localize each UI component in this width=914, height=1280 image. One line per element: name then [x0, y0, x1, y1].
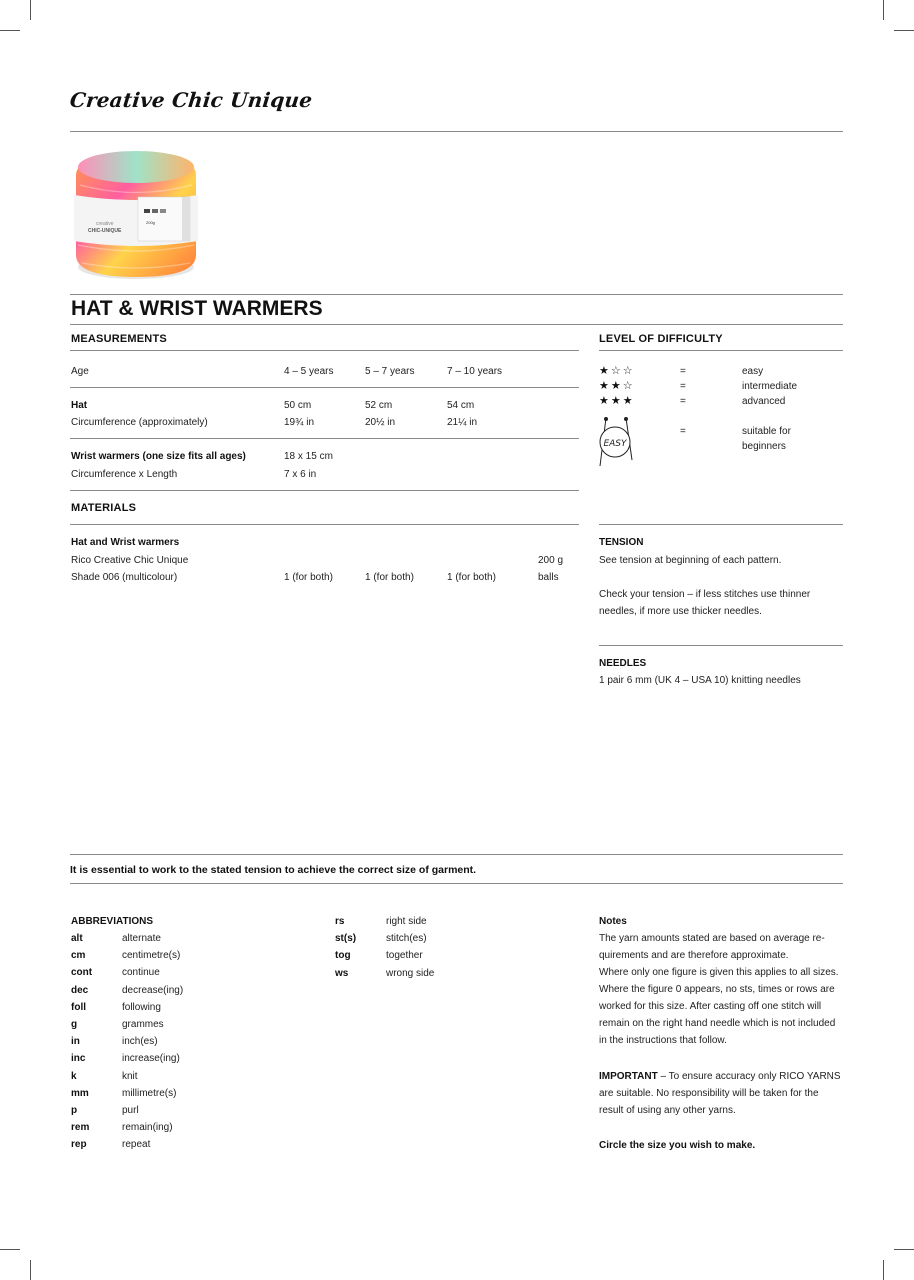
abbreviation-row: [71, 1085, 311, 1102]
abbreviation-meaning: decrease(ing): [122, 984, 184, 996]
abbreviation-row: [335, 947, 575, 964]
divider: [70, 324, 843, 325]
divider: [70, 883, 843, 884]
divider: [70, 387, 579, 388]
divider: [70, 524, 579, 525]
svg-text:200g: 200g: [146, 220, 155, 225]
abbreviation-meaning: grammes: [122, 1018, 164, 1030]
abbreviation-row: [71, 1102, 311, 1119]
tension-heading: TENSION: [599, 537, 644, 548]
abbreviation-meaning: purl: [122, 1104, 139, 1116]
hat-in-2: 20½ in: [365, 417, 396, 428]
crop-mark: [30, 1260, 31, 1280]
hat-in-1: 19¾ in: [284, 417, 315, 428]
size-3: 7 – 10 years: [447, 366, 503, 377]
abbreviation-row: [71, 964, 311, 981]
stars-advanced: ★★★: [599, 395, 635, 407]
abbreviation-row: [71, 947, 311, 964]
abbreviation-row: [71, 930, 311, 947]
divider: [599, 524, 843, 525]
svg-text:CHIC-UNIQUE: CHIC-UNIQUE: [88, 228, 122, 234]
amount-2: 1 (for both): [365, 572, 414, 583]
divider: [599, 350, 843, 351]
divider: [599, 645, 843, 646]
important-line: – To ensure accuracy only RICO YARNS: [660, 1071, 841, 1082]
measurements-heading: MEASUREMENTS: [71, 333, 167, 345]
divider: [70, 438, 579, 439]
abbreviation-meaning: centimetre(s): [122, 950, 181, 962]
hat-cm-3: 54 cm: [447, 400, 475, 411]
notes-line: remain on the right hand needle which is not included: [599, 1018, 836, 1029]
abbreviation-row: [71, 999, 311, 1016]
hat-label: Hat: [71, 400, 88, 411]
circumference-label: Circumference (approximately): [71, 417, 208, 428]
abbreviation-meaning: continue: [122, 967, 160, 979]
abbreviation-row: [71, 1068, 311, 1085]
tension-warning: It is essential to work to the stated tension to achieve the correct size of garment.: [70, 864, 477, 876]
important-line: result of using any other yarns.: [599, 1105, 736, 1116]
crop-mark: [894, 30, 914, 31]
yarn-name: Rico Creative Chic Unique: [71, 555, 189, 566]
shade: Shade 006 (multicolour): [71, 572, 178, 583]
notes-line: quirements and are therefore approximate.: [599, 950, 789, 961]
hat-in-3: 21¼ in: [447, 417, 478, 428]
abbreviation-row: [335, 913, 575, 930]
abbreviation-term: st(s): [335, 933, 357, 945]
abbreviation-term: alt: [71, 933, 83, 944]
easy-desc-1: suitable for: [742, 426, 791, 437]
abbreviation-row: [71, 1033, 311, 1050]
equals: =: [680, 396, 686, 407]
wrist-label: Wrist warmers (one size fits all ages): [71, 451, 246, 462]
divider: [70, 490, 579, 491]
stars-intermediate: ★★☆: [599, 380, 635, 392]
easy-badge-icon: [598, 416, 634, 468]
important-note: [599, 1068, 849, 1119]
important-label: IMPORTANT: [599, 1071, 658, 1082]
notes-line: The yarn amounts stated are based on average re-: [599, 933, 825, 944]
notes-heading: Notes: [599, 916, 627, 927]
difficulty-heading: LEVEL OF DIFFICULTY: [599, 333, 723, 345]
size-1: 4 – 5 years: [284, 366, 334, 377]
abbreviation-meaning: alternate: [122, 933, 161, 944]
amount-unit: balls: [538, 572, 559, 583]
abbreviation-term: foll: [71, 1001, 86, 1013]
level-advanced: advanced: [742, 396, 786, 407]
abbreviation-term: rs: [335, 916, 345, 927]
needles-text: 1 pair 6 mm (UK 4 – USA 10) knitting needles: [599, 675, 801, 686]
divider: [70, 131, 843, 132]
brand-logo: Creative Chic Unique: [68, 88, 314, 112]
crop-mark: [0, 30, 20, 31]
abbreviation-meaning: stitch(es): [386, 933, 427, 945]
abbreviation-meaning: millimetre(s): [122, 1087, 177, 1099]
hat-cm-2: 52 cm: [365, 400, 393, 411]
abbreviation-row: [71, 1136, 311, 1153]
divider: [70, 350, 579, 351]
important-line: are suitable. No responsibility will be taken for the: [599, 1088, 819, 1099]
wrist-cm: 18 x 15 cm: [284, 451, 333, 462]
page-title: HAT & WRIST WARMERS: [71, 297, 323, 320]
needles-heading: NEEDLES: [599, 658, 647, 669]
abbreviation-term: rem: [71, 1122, 90, 1134]
abbreviation-term: g: [71, 1018, 78, 1030]
abbreviation-term: in: [71, 1036, 80, 1048]
abbreviations-heading: ABBREVIATIONS: [71, 916, 154, 927]
notes-line: Where the figure 0 appears, no sts, times or rows are: [599, 984, 835, 995]
abbreviation-meaning: following: [122, 1001, 161, 1013]
tension-line-3: needles, if more use thicker needles.: [599, 606, 762, 617]
amount-3: 1 (for both): [447, 572, 496, 583]
abbreviation-term: rep: [71, 1139, 87, 1151]
abbreviations-list: [335, 913, 575, 982]
circ-length-label: Circumference x Length: [71, 469, 178, 480]
equals: =: [680, 381, 686, 392]
abbreviation-meaning: increase(ing): [122, 1053, 180, 1065]
abbreviation-row: [71, 1119, 311, 1136]
abbreviation-row: [71, 982, 311, 999]
easy-desc-2: beginners: [742, 441, 786, 452]
abbreviation-term: k: [71, 1070, 77, 1082]
abbreviation-term: inc: [71, 1053, 86, 1065]
abbreviation-row: [71, 1016, 311, 1033]
divider: [70, 294, 843, 295]
tension-line-2: Check your tension – if less stitches use thinner: [599, 589, 811, 600]
divider: [70, 854, 843, 855]
materials-subheading: Hat and Wrist warmers: [71, 537, 180, 548]
notes-line: Where only one figure is given this applies to all sizes.: [599, 967, 839, 978]
abbreviation-row: [335, 930, 575, 947]
abbreviation-term: cm: [71, 950, 86, 962]
notes-body: [599, 930, 849, 1049]
crop-mark: [883, 0, 884, 20]
materials-heading: MATERIALS: [71, 502, 137, 514]
crop-mark: [0, 1249, 20, 1250]
equals: =: [680, 426, 686, 437]
stars-easy: ★☆☆: [599, 365, 635, 377]
level-easy: easy: [742, 366, 764, 377]
abbreviation-term: mm: [71, 1087, 89, 1099]
size-2: 5 – 7 years: [365, 366, 415, 377]
abbreviation-row: [335, 965, 575, 982]
age-label: Age: [71, 366, 89, 377]
crop-mark: [883, 1260, 884, 1280]
abbreviation-meaning: wrong side: [386, 967, 435, 979]
abbreviation-meaning: knit: [122, 1070, 138, 1082]
abbreviation-meaning: right side: [386, 916, 427, 927]
abbreviation-term: cont: [71, 967, 93, 979]
crop-mark: [894, 1249, 914, 1250]
hat-cm-1: 50 cm: [284, 400, 312, 411]
yarn-ball-image: [70, 145, 202, 285]
equals: =: [680, 366, 686, 377]
abbreviations-list: [71, 930, 311, 1153]
crop-mark: [30, 0, 31, 20]
amount-1: 1 (for both): [284, 572, 333, 583]
svg-text:creative: creative: [96, 221, 114, 227]
notes-line: in the instructions that follow.: [599, 1035, 727, 1046]
wrist-in: 7 x 6 in: [284, 469, 317, 480]
level-intermediate: intermediate: [742, 381, 798, 392]
abbreviation-term: dec: [71, 984, 89, 996]
abbreviation-term: p: [71, 1104, 78, 1116]
abbreviation-meaning: remain(ing): [122, 1122, 173, 1134]
abbreviation-term: ws: [335, 967, 349, 979]
circle-size-instruction: Circle the size you wish to make.: [599, 1140, 756, 1151]
abbreviation-term: tog: [335, 950, 351, 962]
abbreviation-meaning: together: [386, 950, 423, 962]
abbreviation-row: [71, 1050, 311, 1067]
abbreviation-meaning: repeat: [122, 1139, 151, 1151]
tension-line-1: See tension at beginning of each pattern.: [599, 555, 782, 566]
abbreviation-meaning: inch(es): [122, 1036, 158, 1048]
yarn-weight: 200 g: [538, 555, 564, 566]
svg-text:EASY: EASY: [603, 439, 627, 449]
notes-line: worked for this size. After casting off one stitch will: [599, 1001, 822, 1012]
